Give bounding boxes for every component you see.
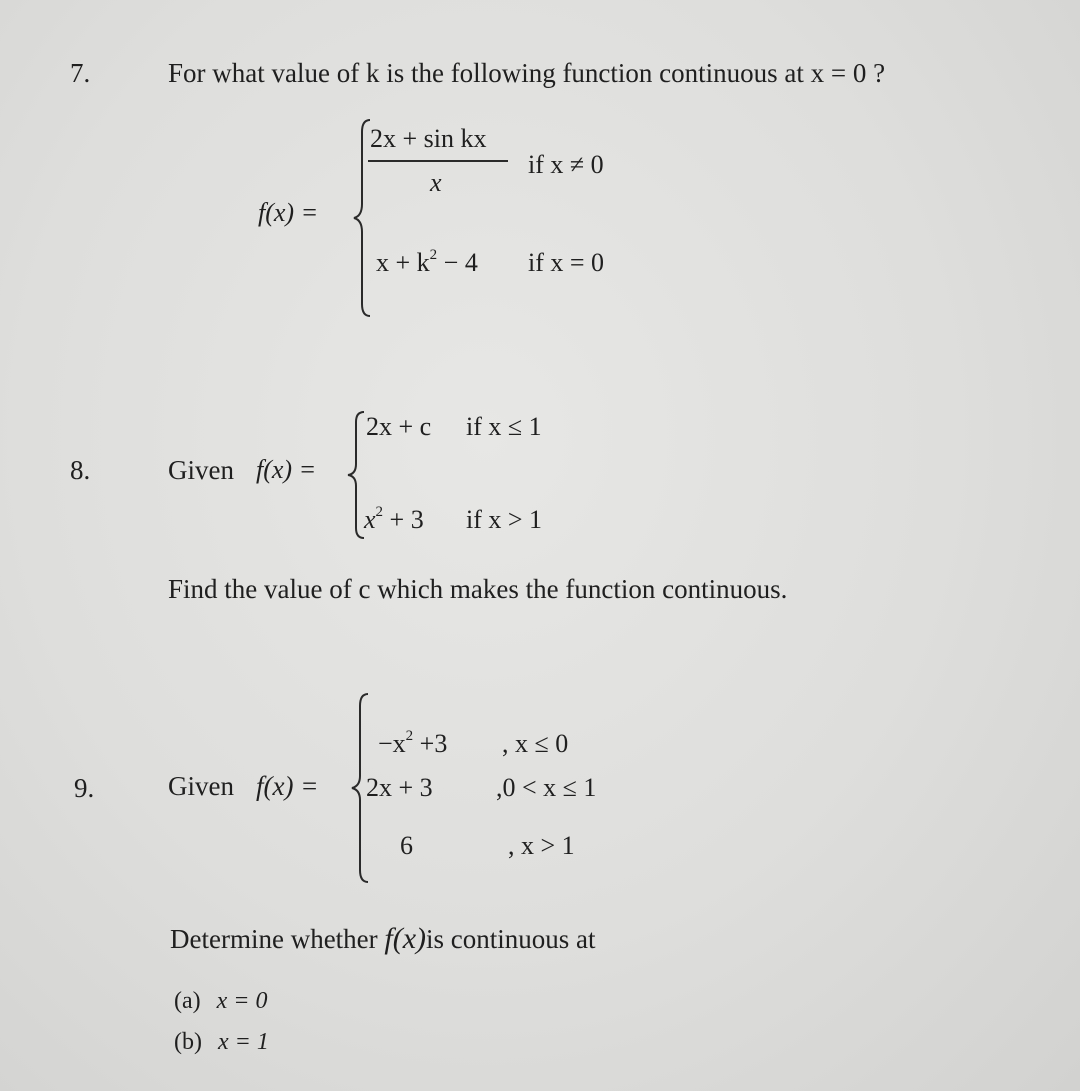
q7-case1-numerator: 2x + sin kx (370, 124, 487, 153)
q8-case2-tail: + 3 (383, 505, 424, 534)
q9-case2-expression: 2x + 3 (366, 773, 433, 802)
q8-case2-condition: if x > 1 (466, 505, 543, 534)
q8-function-lhs: f(x) = (256, 455, 317, 484)
q9-part-b-value: x = 1 (217, 1029, 269, 1055)
q9-case1-tail: +3 (413, 729, 448, 758)
q8-case2-base: x (364, 505, 376, 534)
q7-case2-expression (376, 248, 478, 278)
q7-fraction-bar (368, 160, 508, 162)
q7-case1-denominator: x (430, 168, 442, 197)
q9-question-post: is continuous at (426, 924, 596, 954)
q9-question (170, 922, 596, 956)
q9-question-fx: f(x) (384, 922, 427, 955)
q9-case2-condition: ,0 < x ≤ 1 (496, 773, 597, 802)
q7-case2-tail: − 4 (437, 248, 478, 277)
q9-given-label: Given (168, 771, 234, 801)
q8-case1-expression: 2x + c (366, 412, 432, 441)
question-7-prompt: For what value of k is the following function continuous at x = 0 ? (168, 58, 886, 88)
q9-case1-expression (378, 729, 447, 759)
q9-part-b (174, 1029, 269, 1056)
q7-case2-exponent: 2 (429, 247, 438, 263)
q8-case2-expression (364, 505, 424, 535)
q9-case1-base: −x (378, 729, 406, 758)
q8-case1-condition: if x ≤ 1 (466, 412, 542, 441)
q9-part-a (174, 988, 268, 1015)
q8-case2-exponent: 2 (375, 504, 384, 520)
question-9-number: 9. (74, 773, 95, 803)
q9-function-lhs: f(x) = (256, 771, 319, 801)
q9-question-pre: Determine whether (170, 924, 378, 954)
q9-part-b-label: (b) (174, 1029, 202, 1055)
q8-question: Find the value of c which makes the function continuous. (168, 574, 788, 604)
q7-case2-base: x + k (376, 248, 430, 277)
q7-function-lhs: f(x) = (258, 198, 319, 227)
question-8-number: 8. (70, 455, 91, 485)
q9-case1-exponent: 2 (405, 728, 414, 744)
q7-case2-condition: if x = 0 (528, 248, 605, 277)
question-7-number: 7. (70, 58, 91, 88)
q9-case3-expression: 6 (400, 831, 413, 860)
q7-case1-condition: if x ≠ 0 (528, 150, 604, 179)
q9-case3-condition: , x > 1 (508, 831, 575, 860)
q9-part-a-label: (a) (174, 988, 201, 1014)
q8-given-label: Given (168, 455, 234, 485)
q9-case1-condition: , x ≤ 0 (502, 729, 569, 758)
q9-part-a-value: x = 0 (216, 988, 268, 1014)
